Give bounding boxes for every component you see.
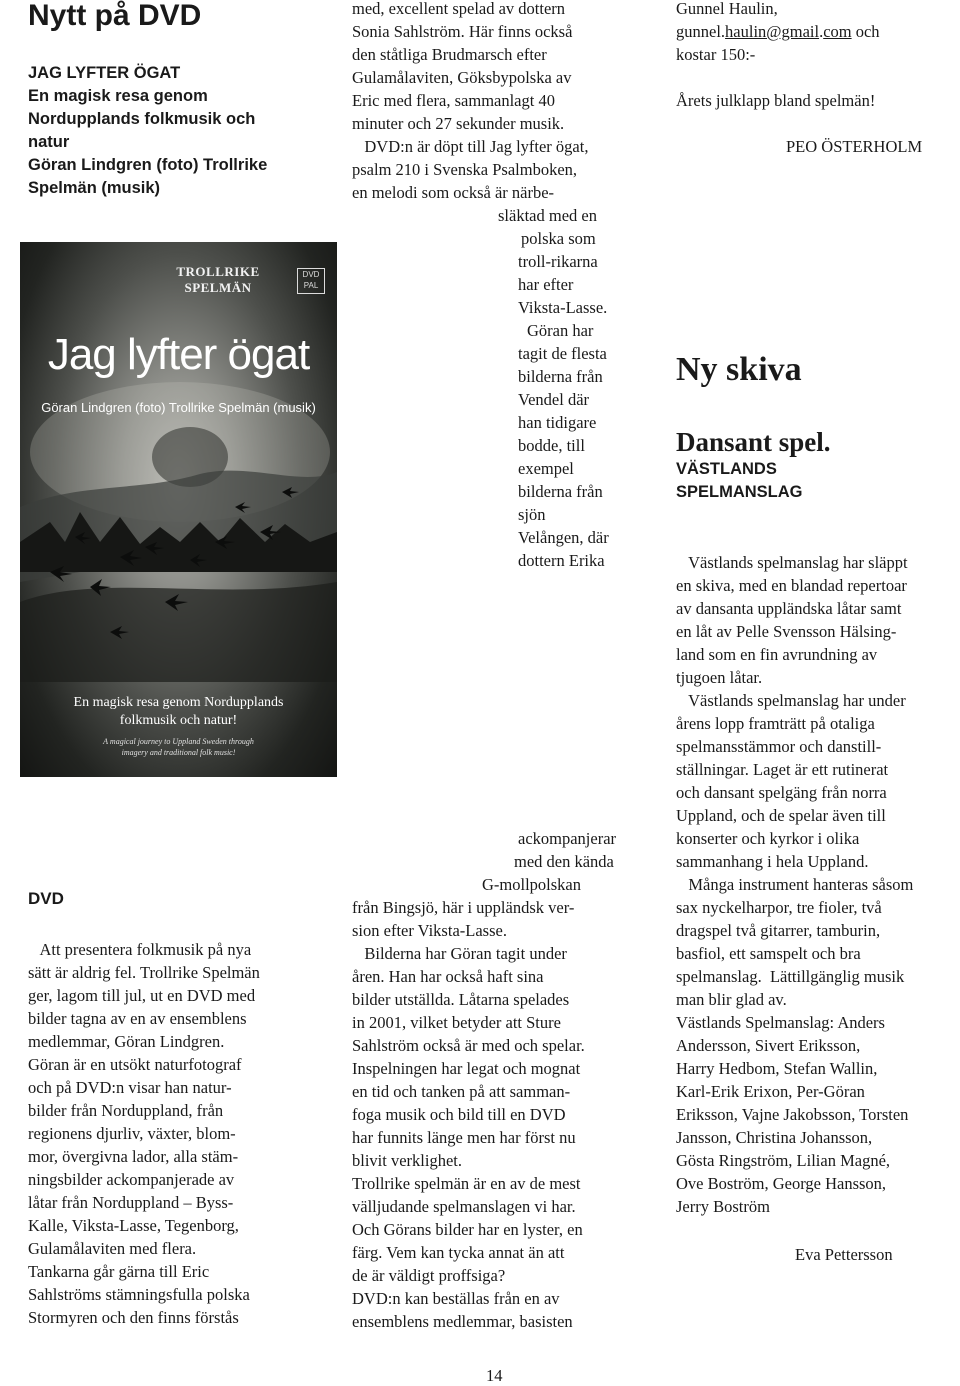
text-line: har funnits länge men har först nu (352, 1128, 576, 1147)
cover-logo: TROLLRIKE SPELMÄN (176, 264, 260, 295)
subhead-line: Spelmän (musik) (28, 179, 161, 197)
text-line: en melodi som också är närbe- (352, 183, 555, 202)
text-line: sax nyckelharpor, tre fioler, två (676, 898, 882, 917)
text-line: en skiva, med en blandad repertoar (676, 576, 907, 595)
band-name-line: SPELMANSLAG (676, 483, 803, 501)
cover-small-line: A magical journey to Uppland Sweden through (103, 737, 254, 746)
cover-tagline-line: folkmusik och natur! (119, 713, 238, 728)
text-line: en låt av Pelle Svensson Hälsing- (676, 622, 897, 641)
section-subheading: Dansant spel. (676, 427, 831, 457)
subhead-line: Nordupplands folkmusik och (28, 110, 256, 128)
middle-top-text (352, 0, 652, 204)
subhead-line: Göran Lindgren (foto) Trollrike (28, 156, 268, 174)
contact-block (676, 0, 960, 66)
text-line: har efter (518, 275, 574, 294)
text-line: bilderna från (518, 367, 603, 386)
text-line: Uppland, och de spelar även till (676, 806, 886, 825)
cover-english-text (20, 736, 337, 758)
cover-tagline-line: En magisk resa genom Nordupplands (73, 695, 284, 710)
text-line: dottern Erika (518, 551, 605, 570)
text-line: ackompanjerar (518, 829, 617, 848)
text-line: bilder från Norduppland, från (28, 1101, 224, 1120)
text-line: Göran är en utsökt naturfotograf (28, 1055, 242, 1074)
text-line: land som en fin avrundning av (676, 645, 878, 664)
text-line: DVD:n kan beställas från en av (352, 1289, 560, 1308)
text-line: Sahlström också är med och spelar. (352, 1036, 585, 1055)
email-link[interactable]: haulin@gmail (725, 22, 820, 41)
text-line: Årets julklapp bland spelmän! (676, 91, 876, 110)
text-line: Tankarna går gärna till Eric (28, 1262, 210, 1281)
text-line: Eriksson, Vajne Jakobsson, Torsten (676, 1105, 909, 1124)
text-line: sion efter Viksta-Lasse. (352, 921, 507, 940)
subhead-line: JAG LYFTER ÖGAT (28, 64, 181, 82)
dvd-logo-icon: DVD PAL (297, 268, 325, 294)
dvd-cover-image (20, 242, 337, 777)
text-line: sammanhang i hela Uppland. (676, 852, 869, 871)
email-link-domain[interactable]: com (823, 22, 852, 41)
text-line: med den kända (514, 852, 614, 871)
contact-email (676, 20, 960, 43)
text-line: troll-rikarna (518, 252, 598, 271)
text-line: minuter och 27 sekunder musik. (352, 114, 565, 133)
text-line: Stormyren och den finns förstås (28, 1308, 239, 1327)
text-line: Göran har (527, 321, 594, 340)
text-line: Andersson, Sivert Eriksson, (676, 1036, 861, 1055)
text-line: Och Görans bilder har en lyster, en (352, 1220, 583, 1239)
gift-line (676, 89, 875, 112)
text-line: konserter och kyrkor i olika (676, 829, 860, 848)
text-line: Jansson, Christina Johansson, (676, 1128, 873, 1147)
text-line: in 2001, vilket betyder att Sture (352, 1013, 561, 1032)
text-line: foga musik och bild till en DVD (352, 1105, 566, 1124)
text-line: Vendel där (518, 390, 590, 409)
right-body-text (676, 551, 960, 1218)
text-line: DVD:n är döpt till Jag lyfter ögat, (352, 137, 589, 156)
email-suffix: och (851, 22, 880, 41)
text-line: basfiol, ett samspelt och bra (676, 944, 861, 963)
cover-subtitle: Göran Lindgren (foto) Trollrike Spelmän (musik) (41, 400, 316, 415)
text-line: välljudande spelmanslagen vi har. (352, 1197, 576, 1216)
text-line: Västlands spelmanslag har under (676, 691, 906, 710)
text-line: bilder utställda. Låtarna spelades (352, 990, 570, 1009)
text-line: Kalle, Viksta-Lasse, Tegenborg, (28, 1216, 239, 1235)
text-line: tagit de flesta (518, 344, 607, 363)
text-line: och på DVD:n visar han natur- (28, 1078, 232, 1097)
text-line: sätt är aldrig fel. Trollrike Spelmän (28, 963, 260, 982)
contact-name: Gunnel Haulin, (676, 0, 778, 18)
text-line: Många instrument hanteras såsom (676, 875, 914, 894)
text-line: Gösta Ringström, Lilian Magné, (676, 1151, 891, 1170)
text-line: sjön (518, 505, 546, 524)
text-line: man blir glad av. (676, 990, 787, 1009)
middle-wrap-bottom (480, 827, 650, 896)
text-line: och dansant spelgäng från norra (676, 783, 887, 802)
text-line: dragspel två gitarrer, tamburin, (676, 921, 881, 940)
signature-eva (795, 1243, 893, 1266)
cover-title: Jag lyfter ögat (47, 330, 310, 379)
text-line: Västlands spelmanslag har släppt (676, 553, 908, 572)
text-line: mor, övergivna lador, alla stäm- (28, 1147, 239, 1166)
text-line: G-mollpolskan (482, 875, 581, 894)
text-line: Karl-Erik Erixon, Per-Göran (676, 1082, 865, 1101)
cover-small-line: imagery and traditional folk music! (121, 748, 236, 757)
text-line: Sahlströms stämningsfulla polska (28, 1285, 250, 1304)
text-line: årens lopp framträtt på otaliga (676, 714, 875, 733)
section-heading: Ny skiva (676, 351, 802, 388)
dvd-title-block (28, 62, 328, 200)
middle-wrapped-text (498, 204, 648, 572)
page-number: 14 (486, 1366, 503, 1385)
text-line: polska som (521, 229, 596, 248)
text-line: från Bingsjö, här i uppländsk ver- (352, 898, 575, 917)
text-line: tjugoen låtar. (676, 668, 763, 687)
text-line: Gulamålaviten med flera. (28, 1239, 197, 1258)
text-line: Jerry Boström (676, 1197, 770, 1216)
text-line: psalm 210 i Svenska Psalmboken, (352, 160, 578, 179)
text-line: spelmanslag. Lättillgänglig musik (676, 967, 905, 986)
text-line: Trollrike spelmän är en av de mest (352, 1174, 581, 1193)
text-line: Velången, där (518, 528, 609, 547)
text-line: Ove Boström, George Hansson, (676, 1174, 887, 1193)
left-body-text (28, 938, 328, 1329)
text-line: han tidigare (518, 413, 597, 432)
signature-peo (786, 135, 922, 158)
signature-text: Eva Pettersson (795, 1245, 893, 1264)
text-line: ger, lagom till jul, ut en DVD med (28, 986, 256, 1005)
text-line: Inspelningen har legat och mognat (352, 1059, 581, 1078)
cover-tagline (20, 694, 337, 730)
text-line: de är väldigt proffsiga? (352, 1266, 506, 1285)
text-line: bilderna från (518, 482, 603, 501)
text-line: bodde, till (518, 436, 585, 455)
text-line: en tid och tanken på att samman- (352, 1082, 571, 1101)
text-line: den ståtliga Brudmarsch efter (352, 45, 547, 64)
text-line: Sonia Sahlström. Här finns också (352, 22, 573, 41)
text-line: Harry Hedbom, Stefan Wallin, (676, 1059, 878, 1078)
text-line: exempel (518, 459, 574, 478)
text-line: med, excellent spelad av dottern (352, 0, 566, 18)
subhead-line: En magisk resa genom (28, 87, 208, 105)
text-line: ställningar. Laget är ett rutinerat (676, 760, 889, 779)
text-line: Att presentera folkmusik på nya (28, 940, 252, 959)
text-line: ensemblens medlemmar, basisten (352, 1312, 573, 1331)
text-line: åren. Han har också haft sina (352, 967, 544, 986)
text-line: Bilderna har Göran tagit under (352, 944, 567, 963)
text-line: Eric med flera, sammanlagt 40 (352, 91, 555, 110)
band-name-line: VÄSTLANDS (676, 460, 777, 478)
price-line: kostar 150:- (676, 45, 756, 64)
subhead-line: natur (28, 133, 70, 151)
text-line: av dansanta uppländska låtar samt (676, 599, 902, 618)
text-line: Västlands Spelmanslag: Anders (676, 1013, 885, 1032)
section-label: DVD (28, 889, 64, 908)
text-line: medlemmar, Göran Lindgren. (28, 1032, 225, 1051)
text-line: spelmansstämmor och danstill- (676, 737, 882, 756)
band-name (676, 458, 803, 504)
middle-bottom-text (352, 896, 652, 1333)
text-line: regionens djurliv, växter, blom- (28, 1124, 236, 1143)
text-line: blivit verklighet. (352, 1151, 462, 1170)
signature-text: PEO ÖSTERHOLM (786, 137, 923, 156)
article-heading: Nytt på DVD (28, 0, 202, 32)
email-dot: . (819, 22, 824, 41)
text-line: färg. Vem kan tycka annat än att (352, 1243, 565, 1262)
text-line: Viksta-Lasse. (518, 298, 608, 317)
text-line: bilder tagna av en av ensemblens (28, 1009, 247, 1028)
email-prefix: gunnel. (676, 22, 726, 41)
text-line: släktad med en (498, 206, 597, 225)
text-line: Gulamålaviten, Göksbypolska av (352, 68, 572, 87)
text-line: låtar från Norduppland – Byss- (28, 1193, 234, 1212)
text-line: ningsbilder ackompanjerade av (28, 1170, 235, 1189)
